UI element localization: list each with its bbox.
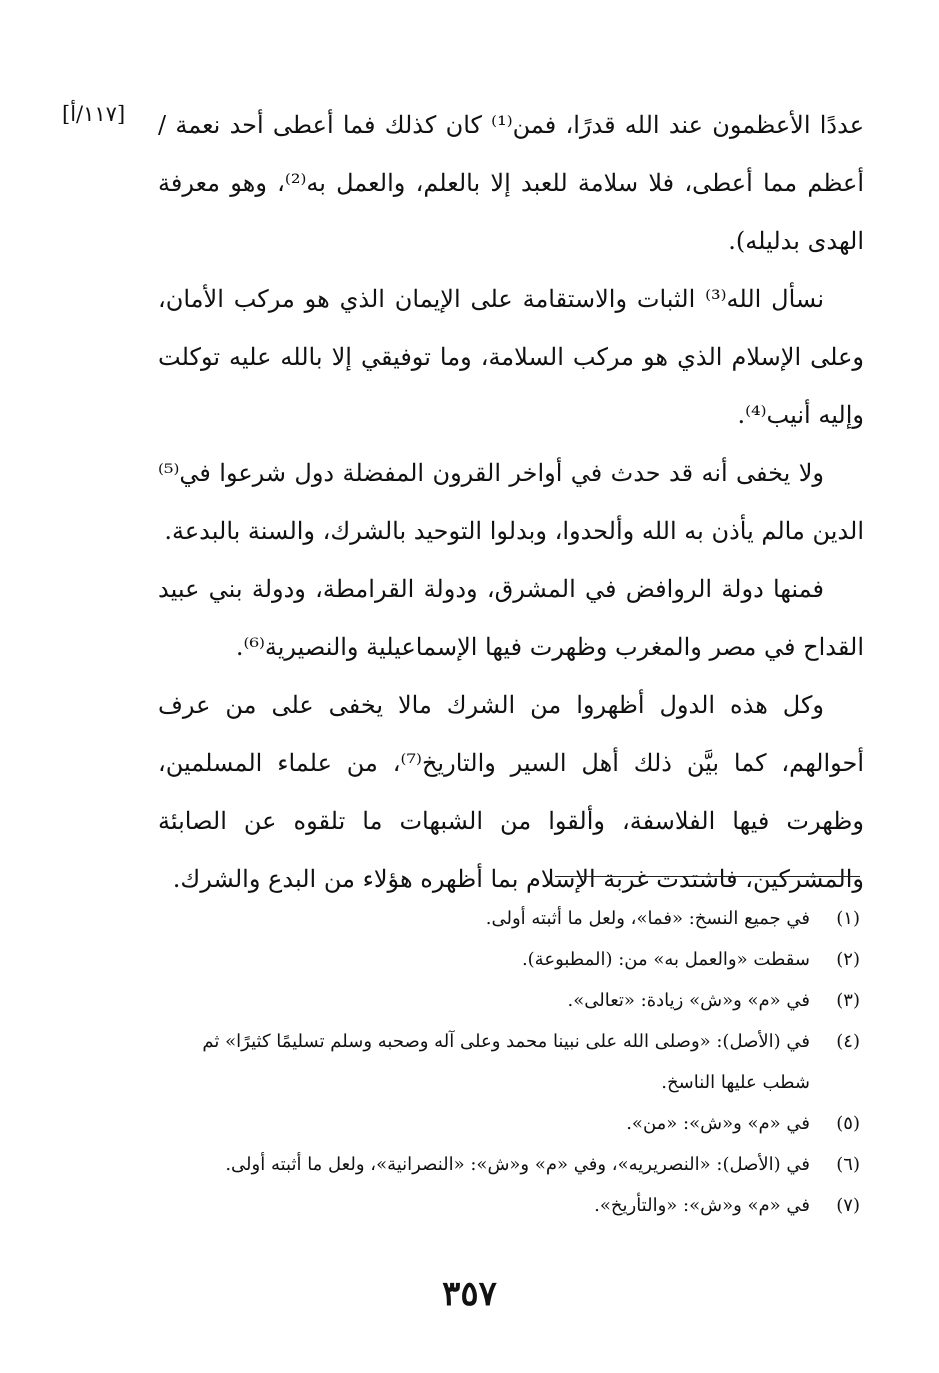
paragraph-5: وكل هذه الدول أظهروا من الشرك مالا يخفى على من عرف أحوالهم، كما بيَّن ذلك أهل السير والتاريخ⁽⁷⁾، من علماء المسلمين، وظهرت فيها الفلاسفة، وألقوا من الشبهات ما تلقوه عن الصابئة والمشركين، فاشتدت غربة الإسلام بما أظهره هؤلاء من البدع والشرك. xyxy=(158,691,865,893)
footnote-6 xyxy=(150,1144,862,1185)
footnote-1 xyxy=(150,898,862,939)
main-text xyxy=(158,96,864,908)
footnote-text: سقطت «والعمل به» من: (المطبوعة). xyxy=(521,949,810,970)
footnote-text: في «م» و«ش»: «والتأريخ». xyxy=(594,1195,810,1216)
footnote-number: (٣) xyxy=(836,990,860,1011)
footnote-2 xyxy=(150,939,862,980)
footnote-number: (١) xyxy=(836,908,860,929)
footnote-number: (٥) xyxy=(836,1113,860,1134)
footnote-text: في «م» و«ش»: «من». xyxy=(626,1113,810,1134)
paragraph-4: فمنها دولة الروافض في المشرق، ودولة القرامطة، ودولة بني عبيد القداح في مصر والمغرب وظهرت فيها الإسماعيلية والنصيرية⁽⁶⁾. xyxy=(158,575,864,661)
paragraph-3: ولا يخفى أنه قد حدث في أواخر القرون المفضلة دول شرعوا في⁽⁵⁾ الدين مالم يأذن به الله وألحدوا، وبدلوا التوحيد بالشرك، والسنة بالبدعة. xyxy=(158,459,864,545)
footnote-number: (٦) xyxy=(836,1154,860,1175)
folio-margin-note: [١١٧/أ] xyxy=(62,102,126,126)
footnote-number: (٤) xyxy=(836,1031,860,1052)
footnote-text: في «م» و«ش» زيادة: «تعالى». xyxy=(567,990,810,1011)
footnote-text: في جميع النسخ: «فما»، ولعل ما أثبته أولى. xyxy=(485,908,810,929)
paragraph-2: نسأل الله⁽³⁾ الثبات والاستقامة على الإيمان الذي هو مركب الأمان، وعلى الإسلام الذي هو مركب السلامة، وما توفيقي إلا بالله عليه توكلت وإليه أنيب⁽⁴⁾. xyxy=(158,285,864,429)
page-number: ٣٥٧ xyxy=(442,1274,497,1314)
footnote-number: (٧) xyxy=(836,1195,860,1216)
footnote-separator xyxy=(555,876,860,877)
footnote-4 xyxy=(150,1021,862,1103)
footnote-5 xyxy=(150,1103,862,1144)
footnotes xyxy=(150,898,862,1226)
footnote-number: (٢) xyxy=(836,949,860,970)
paragraph-1: عددًا الأعظمون عند الله قدرًا، فمن⁽¹⁾ كان كذلك فما أعطى أحد نعمة / أعظم مما أعطى، فلا سلامة للعبد إلا بالعلم، والعمل به⁽²⁾، وهو معرفة الهدى بدليله). xyxy=(158,111,865,255)
footnote-text: في (الأصل): «النصريريه»، وفي «م» و«ش»: «النصرانية»، ولعل ما أثبته أولى. xyxy=(225,1154,810,1175)
footnote-text: في (الأصل): «وصلى الله على نبينا محمد وعلى آله وصحبه وسلم تسليمًا كثيرًا» ثم شطب عليها الناسخ. xyxy=(202,1031,810,1093)
footnote-7 xyxy=(150,1185,862,1226)
footnote-3 xyxy=(150,980,862,1021)
